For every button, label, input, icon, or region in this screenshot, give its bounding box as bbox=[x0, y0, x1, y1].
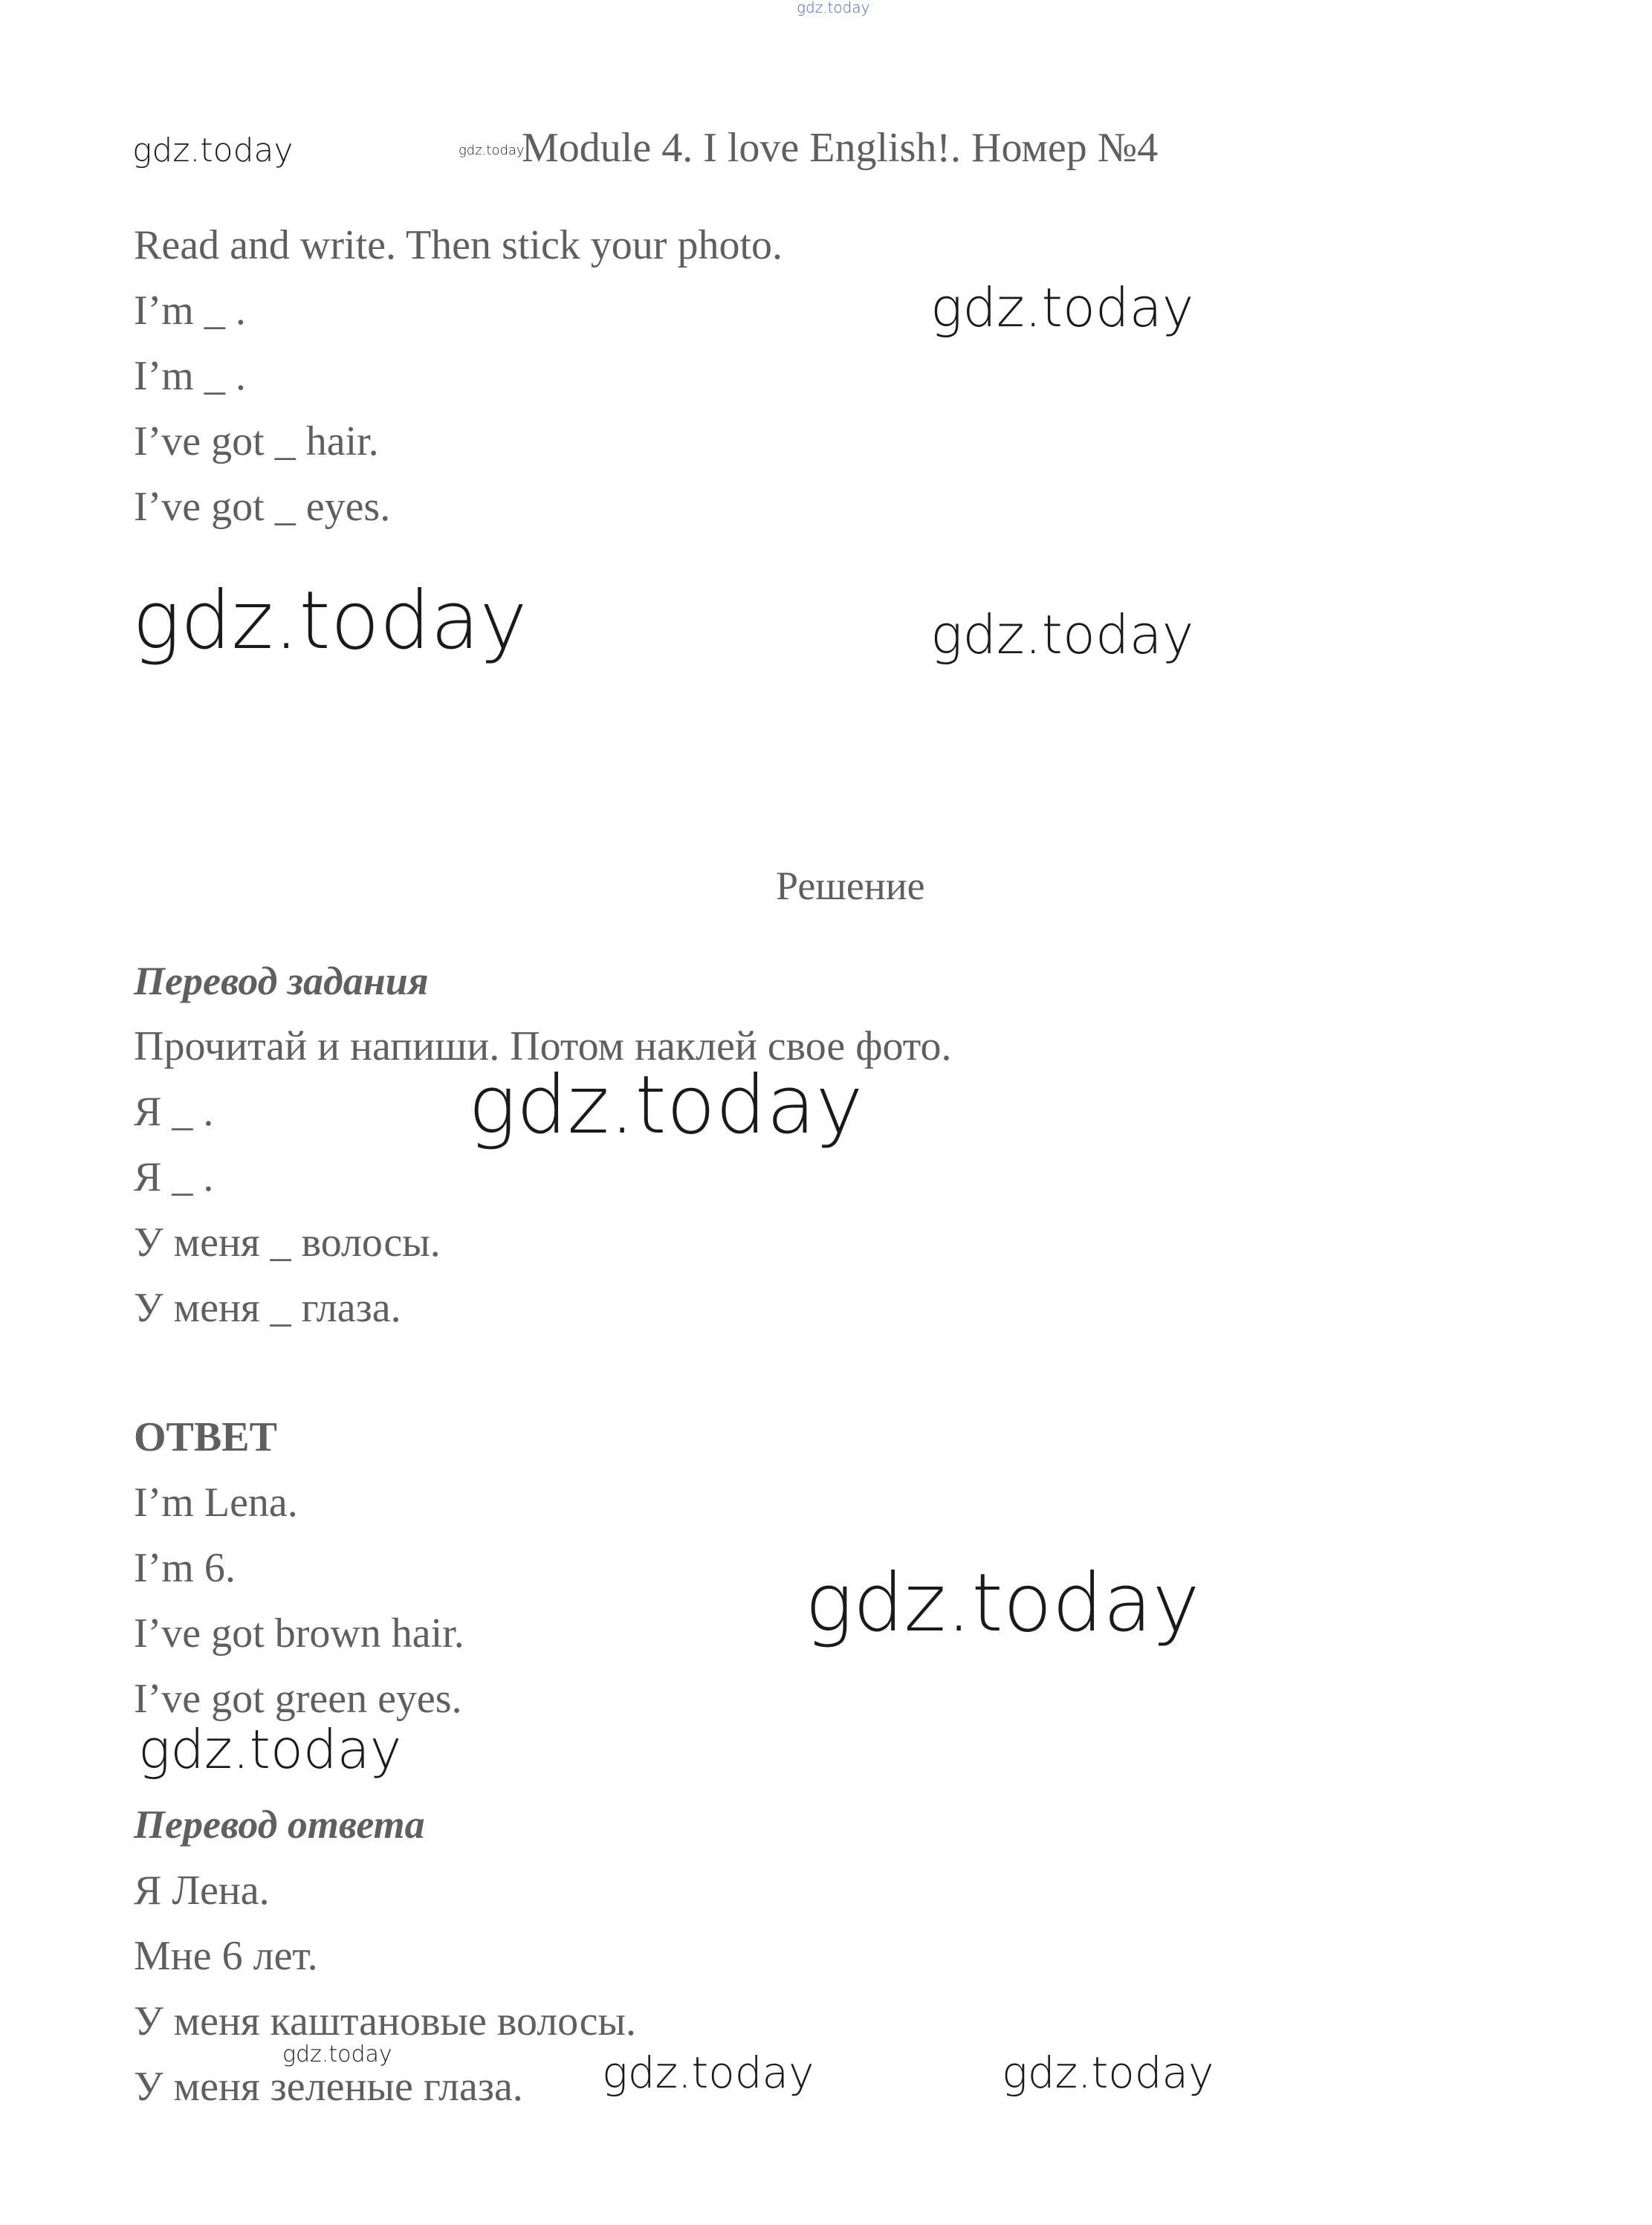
task-translation-heading: Перевод задания bbox=[134, 959, 429, 1003]
answer-translation-heading: Перевод ответа bbox=[134, 1802, 425, 1847]
watermark-task-right: gdz.today bbox=[930, 276, 1194, 339]
task-line-1: I’m _ . bbox=[134, 288, 246, 334]
watermark-answer: gdz.today bbox=[805, 1557, 1200, 1650]
task-translation-line-3: У меня _ волосы. bbox=[134, 1220, 441, 1266]
answer-translation-line-3: У меня каштановые волосы. bbox=[134, 1998, 637, 2044]
answer-line-3: I’ve got brown hair. bbox=[134, 1610, 464, 1656]
answer-translation-line-1: Я Лена. bbox=[134, 1868, 270, 1914]
watermark-bottom-mid: gdz.today bbox=[602, 2047, 814, 2098]
watermark-bottom-right: gdz.today bbox=[1002, 2047, 1214, 2098]
watermark-small-bottom: gdz.today bbox=[282, 2041, 392, 2067]
answer-translation-line-4: У меня зеленые глаза. bbox=[134, 2064, 523, 2110]
page-title: Module 4. I love English!. Номер №4 bbox=[522, 125, 1159, 171]
task-translation-line-4: У меня _ глаза. bbox=[134, 1285, 401, 1331]
watermark-top: gdz.today bbox=[797, 0, 870, 16]
task-instruction: Read and write. Then stick your photo. bbox=[134, 222, 783, 268]
answer-line-4: I’ve got green eyes. bbox=[134, 1676, 462, 1722]
watermark-tiny-title: gdz.today bbox=[459, 143, 525, 158]
task-translation-line-1: Я _ . bbox=[134, 1089, 214, 1135]
answer-heading: ОТВЕТ bbox=[134, 1414, 277, 1460]
task-line-3: I’ve got _ hair. bbox=[134, 418, 379, 464]
answer-line-2: I’m 6. bbox=[134, 1545, 236, 1591]
task-translation-instruction: Прочитай и напиши. Потом наклей свое фото. bbox=[134, 1023, 952, 1069]
watermark-answer-left: gdz.today bbox=[138, 1718, 402, 1781]
watermark-task-right-2: gdz.today bbox=[930, 603, 1194, 666]
solution-heading: Решение bbox=[776, 864, 925, 908]
answer-line-1: I’m Lena. bbox=[134, 1480, 298, 1526]
task-line-4: I’ve got _ eyes. bbox=[134, 484, 391, 530]
watermark-translation: gdz.today bbox=[468, 1059, 864, 1152]
task-line-2: I’m _ . bbox=[134, 353, 246, 399]
answer-translation-line-2: Мне 6 лет. bbox=[134, 1933, 318, 1979]
header-site-label: gdz.today bbox=[132, 132, 294, 169]
task-translation-line-2: Я _ . bbox=[134, 1154, 214, 1200]
watermark-task-large: gdz.today bbox=[132, 574, 528, 667]
